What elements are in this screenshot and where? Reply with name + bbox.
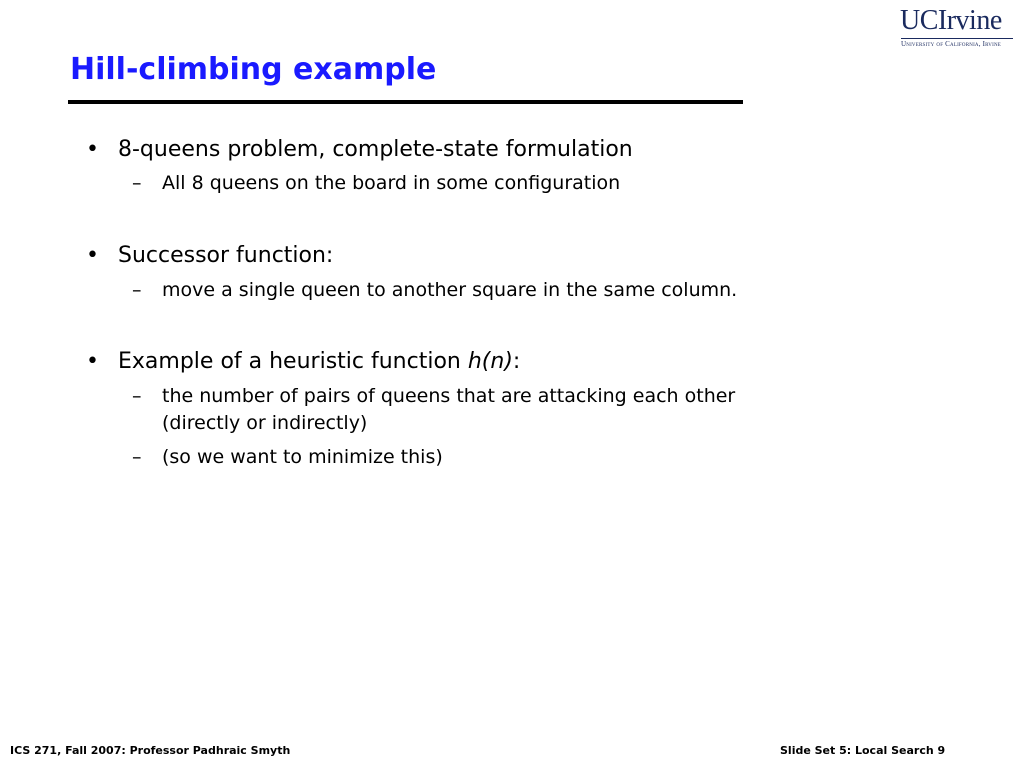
heuristic-function-symbol: h(n) — [467, 349, 513, 374]
sub-bullet-text: the number of pairs of queens that are attacking each other — [162, 385, 736, 407]
logo-subtitle: University of California, Irvine — [901, 40, 1002, 48]
bullet-text — [118, 348, 520, 376]
slide-title: Hill-climbing example — [70, 52, 437, 87]
sub-bullet-text: All 8 queens on the board in some configuration — [162, 172, 621, 194]
bullet-text: 8-queens problem, complete-state formulation — [118, 137, 633, 162]
sub-bullet-text: (directly or indirectly) — [162, 412, 368, 434]
footer-slide-number: Slide Set 5: Local Search 9 — [780, 744, 946, 757]
sub-bullet-text: (so we want to minimize this) — [162, 446, 443, 468]
sub-bullet-dash: – — [132, 279, 142, 301]
bullet-dot: • — [86, 137, 99, 162]
bullet-text-colon: : — [512, 349, 521, 374]
bullet-text-plain: Example of a heuristic function — [118, 349, 468, 374]
uci-logo — [900, 6, 1016, 48]
logo-wordmark: UCIrvine — [900, 5, 1002, 36]
sub-bullet-dash: – — [132, 385, 142, 407]
bullet-text: Successor function: — [118, 243, 334, 268]
bullet-dot: • — [86, 243, 99, 268]
sub-bullet-dash: – — [132, 172, 142, 194]
sub-bullet-text: move a single queen to another square in the same column. — [162, 279, 738, 301]
sub-bullet-dash: – — [132, 446, 142, 468]
logo-rule — [901, 38, 1013, 39]
title-underline — [68, 100, 743, 104]
footer-course-info: ICS 271, Fall 2007: Professor Padhraic Smyth — [10, 744, 291, 757]
bullet-dot: • — [86, 349, 99, 374]
